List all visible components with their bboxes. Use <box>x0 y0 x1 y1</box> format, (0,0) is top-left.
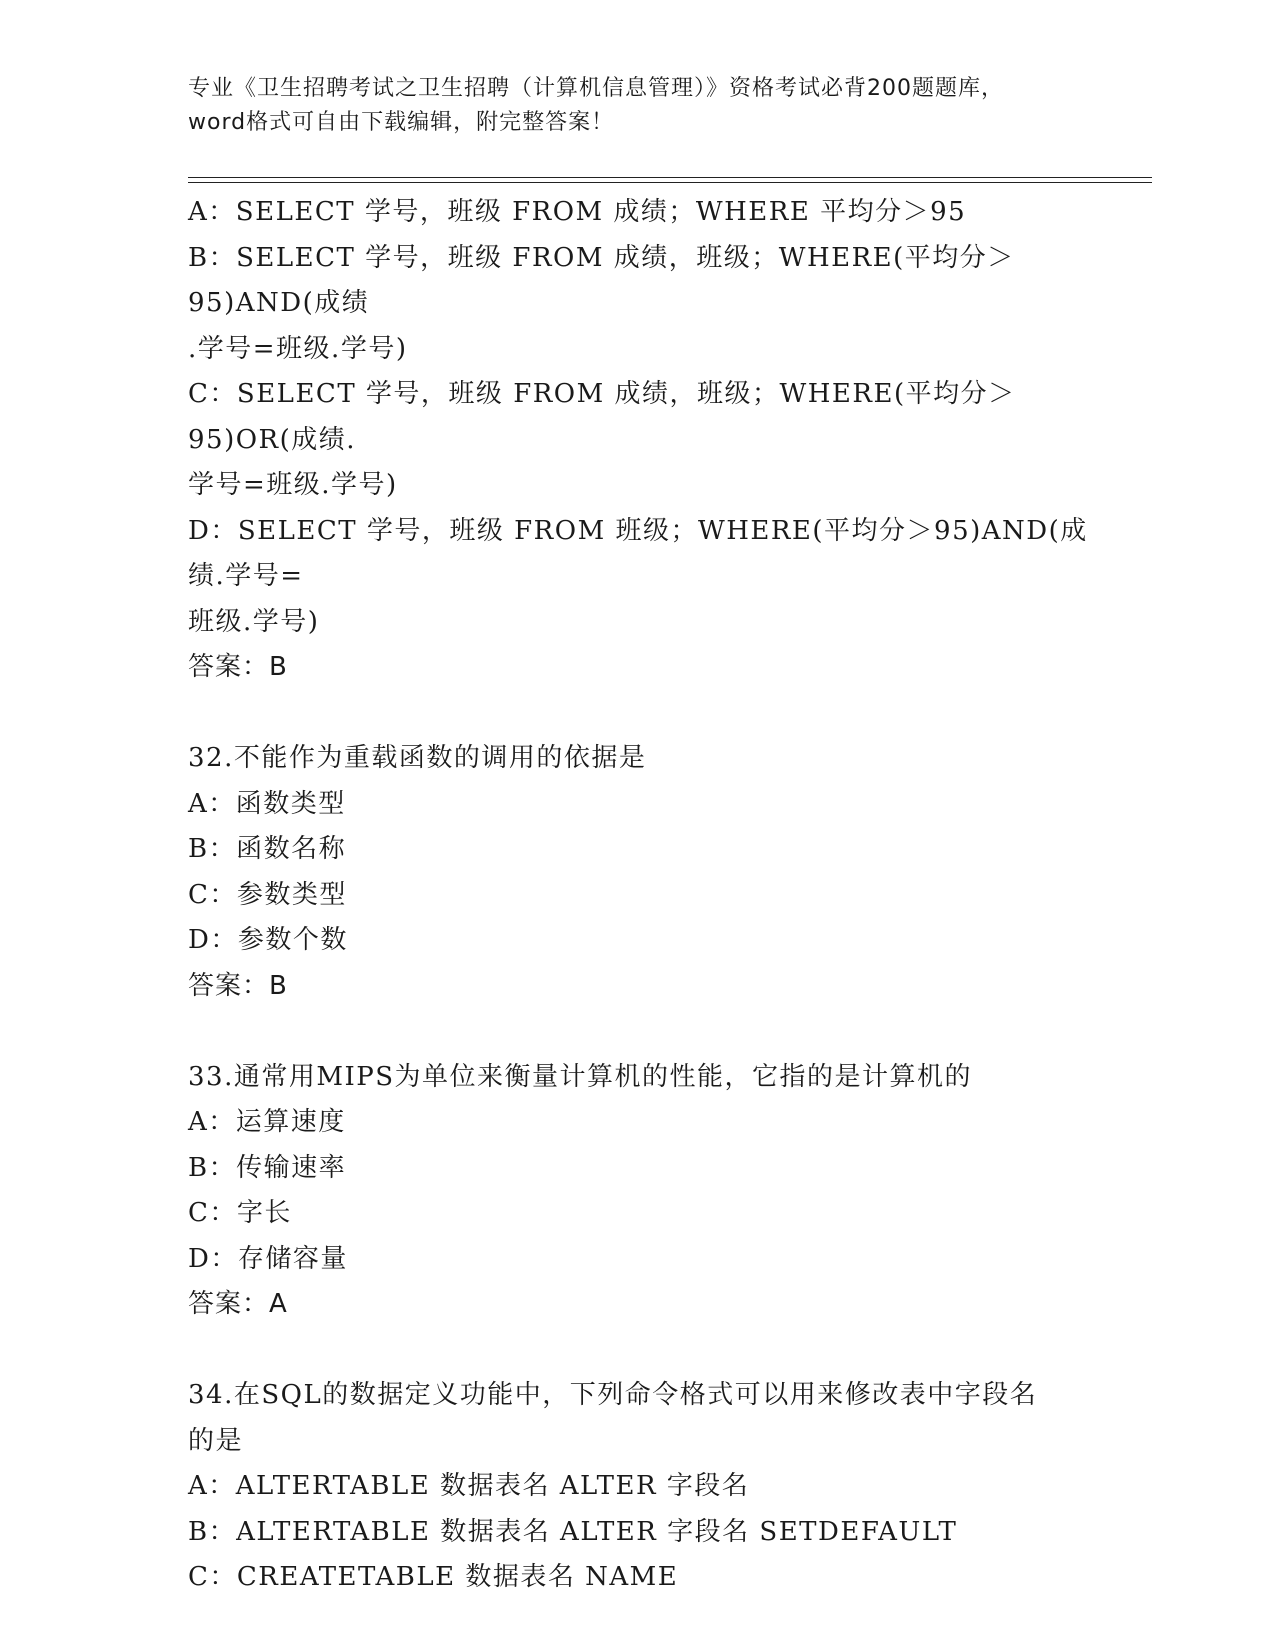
q33-option-c: C：字长 <box>188 1198 292 1228</box>
q32-option-a: A：函数类型 <box>188 788 346 819</box>
question-content <box>188 190 1088 1601</box>
q31-answer: 答案：B <box>188 652 288 682</box>
q34-option-b: B：ALTERTABLE 数据表名 ALTER 字段名 SETDEFAULT <box>188 1516 958 1547</box>
q31-option-a: A：SELECT 学号，班级 FROM 成绩；WHERE 平均分＞95 <box>188 197 967 227</box>
q31-option-c-line2: 学号=班级.学号) <box>188 470 398 500</box>
q32-option-b: B：函数名称 <box>188 834 347 864</box>
question-34 <box>188 1373 1088 1601</box>
question-33 <box>188 1055 1088 1328</box>
header-divider-top <box>188 177 1152 178</box>
q31-option-b-line2: .学号=班级.学号) <box>188 333 408 364</box>
spacer <box>188 1328 1088 1374</box>
header-line-2: word格式可自由下载编辑，附完整答案！ <box>188 110 615 135</box>
q31-option-d-line1: D：SELECT 学号，班级 FROM 班级；WHERE(平均分＞95)AND(成绩.学号= <box>188 515 1088 591</box>
document-header <box>188 72 1088 140</box>
spacer <box>188 1009 1088 1055</box>
q33-option-d: D：存储容量 <box>188 1243 348 1274</box>
q33-question: 33.通常用MIPS为单位来衡量计算机的性能，它指的是计算机的 <box>188 1061 973 1092</box>
q31-option-c-line1: C：SELECT 学号，班级 FROM 成绩，班级；WHERE(平均分＞95)OR(成绩. <box>188 379 1016 455</box>
q33-option-a: A：运算速度 <box>188 1107 346 1137</box>
spacer <box>188 691 1088 737</box>
q32-option-d: D：参数个数 <box>188 925 348 955</box>
q31-option-b-line1: B：SELECT 学号，班级 FROM 成绩，班级；WHERE(平均分＞95)AND(成绩 <box>188 242 1015 318</box>
q32-answer: 答案：B <box>188 970 288 1001</box>
q34-question-line1: 34.在SQL的数据定义功能中，下列命令格式可以用来修改表中字段名 <box>188 1380 1038 1410</box>
q33-answer: 答案：A <box>188 1289 288 1319</box>
q34-option-c: C：CREATETABLE 数据表名 NAME <box>188 1562 679 1592</box>
q32-option-c: C：参数类型 <box>188 879 347 910</box>
q34-option-a: A：ALTERTABLE 数据表名 ALTER 字段名 <box>188 1471 750 1501</box>
header-line-1: 专业《卫生招聘考试之卫生招聘（计算机信息管理）》资格考试必背200题题库， <box>188 76 1004 101</box>
q32-question: 32.不能作为重载函数的调用的依据是 <box>188 743 647 773</box>
question-31 <box>188 190 1088 691</box>
question-32 <box>188 736 1088 1009</box>
q33-option-b: B：传输速率 <box>188 1152 347 1183</box>
q31-option-d-line2: 班级.学号) <box>188 606 320 637</box>
header-divider-bottom <box>188 182 1152 183</box>
q34-question-line2: 的是 <box>188 1425 244 1456</box>
